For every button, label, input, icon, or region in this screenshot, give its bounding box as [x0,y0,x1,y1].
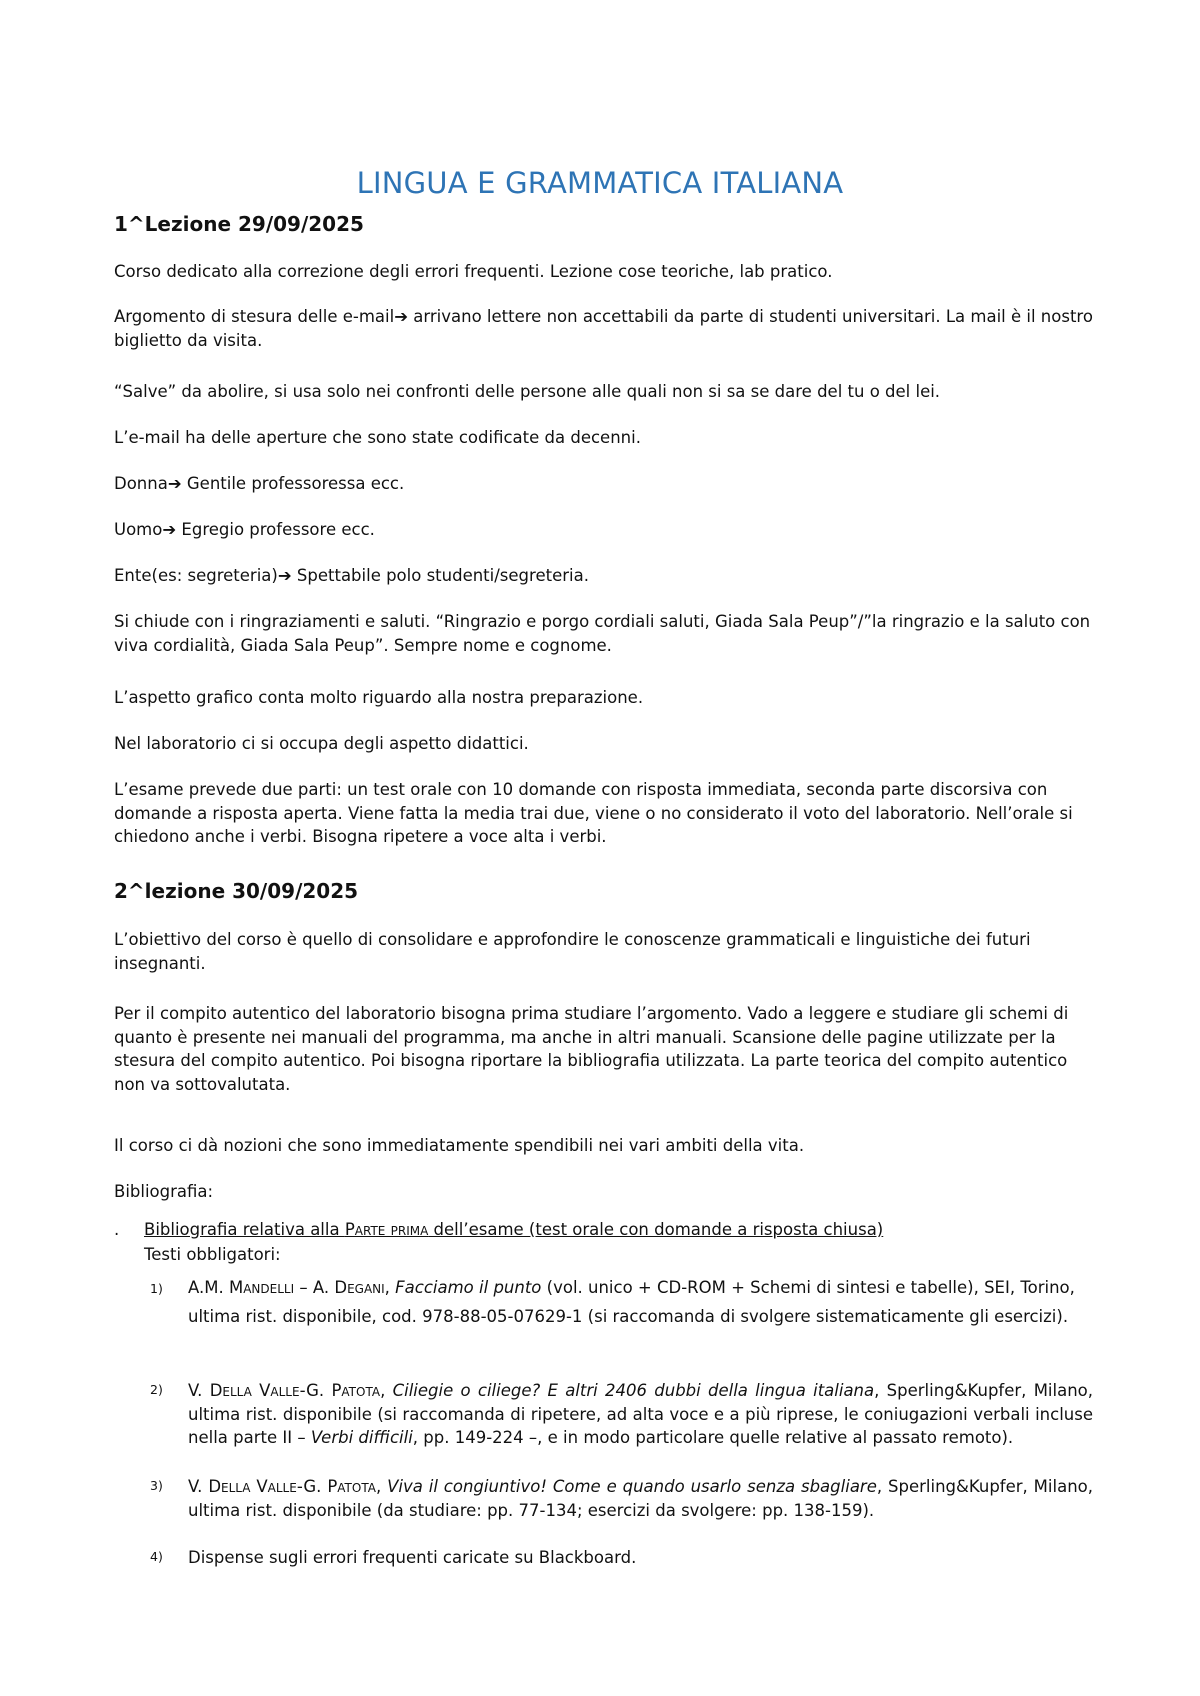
arrow-icon: ➔ [394,307,409,326]
bibliography-item: 4) Dispense sugli errori frequenti caricate su Blackboard. [150,1548,637,1567]
lesson1-paragraph: Donna➔ Gentile professoressa ecc. [114,474,405,493]
bibliography-section-title: . Bibliografia relativa alla Parte prima dell’esame (test orale con domande a risposta chiusa) [114,1220,884,1239]
lesson2-heading: 2^lezione 30/09/2025 [114,879,359,903]
bibliography-item: 2) V. Della Valle-G. Patota, Ciliegie o ciliege? E altri 2406 dubbi della lingua italiana, Sperling&Kupfer, Milano, ultima rist. disponibile (si raccomanda di ripetere, ad alta voce e a più riprese, le coniugazioni verbali incluse nella parte II – Verbi difficili, pp. 149-224 –, e in modo particolare quelle relative al passato remoto). [150,1381,1094,1447]
lesson2-paragraph: L’obiettivo del corso è quello di consolidare e approfondire le conoscenze grammaticali e linguistiche dei futuri insegnanti. [114,930,1031,973]
lesson1-paragraph: L’esame prevede due parti: un test orale con 10 domande con risposta immediata, seconda parte discorsiva con domande a risposta aperta. Viene fatta la media trai due, viene o no considerato il voto del laboratorio. Nell’orale si chiedono anche i verbi. Bisogna ripetere a voce alta i verbi. [114,780,1073,846]
arrow-icon: ➔ [277,566,292,585]
lesson1-heading: 1^Lezione 29/09/2025 [114,212,364,236]
bibliography-label: Bibliografia: [114,1182,214,1201]
lesson1-paragraph: Corso dedicato alla correzione degli errori frequenti. Lezione cose teoriche, lab pratico. [114,262,833,281]
lesson1-paragraph: L’e-mail ha delle aperture che sono state codificate da decenni. [114,428,641,447]
lesson1-paragraph: Ente(es: segreteria)➔ Spettabile polo studenti/segreteria. [114,566,589,585]
bibliography-item: 3) V. Della Valle-G. Patota, Viva il congiuntivo! Come e quando usarlo senza sbagliare, Sperling&Kupfer, Milano, ultima rist. disponibile (da studiare: pp. 77-134; esercizi da svolgere: pp. 138-159). [150,1477,1093,1520]
document-page: LINGUA E GRAMMATICA ITALIANA 1^Lezione 29/09/2025 Corso dedicato alla correzione degli errori frequenti. Lezione cose teoriche, lab pratico. Argomento di stesura delle e-mail➔ arrivano lettere non accettabili da parte di studenti universitari. La mail è il nostro biglietto da visita. “Salve” da abolire, si usa solo nei confronti delle persone alle quali non si sa se dare del tu o del lei. L’e-mail ha delle aperture che sono state codificate da decenni. Donna➔ Gentile professoressa ecc. Uomo➔ Egregio professore ecc. Ente(es: segreteria)➔ Spettabile polo studenti/segreteria. Si chiude con i ringraziamenti e saluti. “Ringrazio e porgo cordiali saluti, Giada Sala Peup”/”la ringrazio e la saluto con viva cordialità, Giada Sala Peup”. Sempre nome e cognome. L’aspetto grafico conta molto riguardo alla nostra preparazione. Nel laboratorio ci si occupa degli aspetto didattici. L’esame prevede due parti: un test orale con 10 domande con risposta immediata, seconda parte discorsiva con domande a risposta aperta. Viene fatta la media trai due, viene o no considerato il voto del laboratorio. Nell’orale si chiedono anche i verbi. Bisogna ripetere a voce alta i verbi. 2^lezione 30/09/2025 L’obiettivo del corso è quello di consolidare e approfondire le conoscenze grammaticali e linguistiche dei futuri insegnanti. Per il compito autentico del laboratorio bisogna prima studiare l’argomento. Vado a leggere e studiare gli schemi di quanto è presente nei manuali del programma, ma anche in altri manuali. Scansione delle pagine utilizzate per la stesura del compito autentico. Poi bisogna riportare la bibliografia utilizzata. La parte teorica del compito autentico non va sottovalutata. Il corso ci dà nozioni che sono immediatamente spendibili nei vari ambiti della vita. Bibliografia: . Bibliografia relativa alla Parte prima dell’esame (test orale con domande a risposta chiusa) Testi obbligatori: 1) A.M. Mandelli – A. Degani, Facciamo il punto (vol. unico + CD-ROM + Schemi di sintesi e tabelle), SEI, Torino, ultima rist. disponibile, cod. 978-88-05-07629-1 (si raccomanda di svolgere sistematicamente gli esercizi). 2) V. Della Valle-G. Patota, Ciliegie o ciliege? E altri 2406 dubbi della lingua italiana, Sperling&Kupfer, Milano, ultima rist. disponibile (si raccomanda di ripetere, ad alta voce e a più riprese, le coniugazioni verbali incluse nella parte II – Verbi difficili, pp. 149-224 –, e in modo particolare quelle relative al passato remoto). 3) V. Della Valle-G. Patota, Viva il congiuntivo! Come e quando usarlo senza sbagliare, Sperling&Kupfer, Milano, ultima rist. disponibile (da studiare: pp. 77-134; esercizi da svolgere: pp. 138-159). 4) Dispense sugli errori frequenti caricate su Blackboard. [0,0,1200,1696]
lesson1-paragraph: “Salve” da abolire, si usa solo nei confronti delle persone alle quali non si sa se dare del tu o del lei. [114,382,941,401]
lesson2-paragraph: Il corso ci dà nozioni che sono immediatamente spendibili nei vari ambiti della vita. [114,1136,805,1155]
bibliography-item: 1) A.M. Mandelli – A. Degani, Facciamo il punto (vol. unico + CD-ROM + Schemi di sintesi e tabelle), SEI, Torino, ultima rist. disponibile, cod. 978-88-05-07629-1 (si raccomanda di svolgere sistematicamente gli esercizi). [150,1278,1075,1326]
lesson1-paragraph: Uomo➔ Egregio professore ecc. [114,520,375,539]
lesson1-paragraph: L’aspetto grafico conta molto riguardo alla nostra preparazione. [114,688,644,707]
arrow-icon: ➔ [162,520,177,539]
document-title: LINGUA E GRAMMATICA ITALIANA [356,166,844,200]
lesson1-paragraph: Argomento di stesura delle e-mail➔ arrivano lettere non accettabili da parte di studenti universitari. La mail è il nostro biglietto da visita. [114,307,1093,350]
lesson1-paragraph: Si chiude con i ringraziamenti e saluti. “Ringrazio e porgo cordiali saluti, Giada Sala Peup”/”la ringrazio e la saluto con viva cordialità, Giada Sala Peup”. Sempre nome e cognome. [114,612,1091,655]
bullet: . [114,1220,120,1239]
lesson2-paragraph: Per il compito autentico del laboratorio bisogna prima studiare l’argomento. Vado a leggere e studiare gli schemi di quanto è presente nei manuali del programma, ma anche in altri manuali. Scansione delle pagine utilizzate per la stesura del compito autentico. Poi bisogna riportare la bibliografia utilizzata. La parte teorica del compito autentico non va sottovalutata. [114,1004,1069,1094]
lesson1-paragraph: Nel laboratorio ci si occupa degli aspetto didattici. [114,734,529,753]
arrow-icon: ➔ [167,474,182,493]
